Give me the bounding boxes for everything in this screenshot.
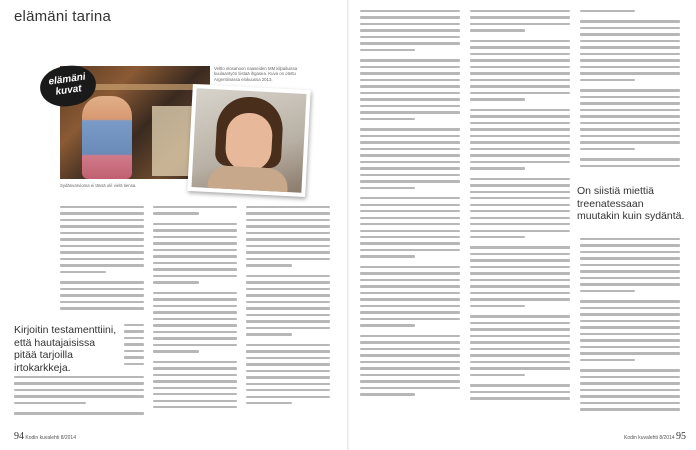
body-text-line: [580, 53, 680, 55]
body-text-line: [246, 281, 330, 283]
body-text-line: [470, 79, 570, 81]
body-text-line: [14, 382, 144, 384]
body-text-line: [360, 242, 460, 244]
body-text-line: [246, 357, 330, 359]
body-text-line: [153, 374, 237, 376]
body-text-line: [470, 272, 570, 274]
page-number-left: 94: [14, 431, 24, 442]
body-text-line: [360, 400, 460, 404]
body-text-line: [153, 350, 199, 352]
body-text-line: [360, 249, 460, 251]
body-text-line: [360, 354, 460, 356]
body-text-line: [246, 258, 330, 260]
body-text-line: [153, 298, 237, 300]
body-text-line: [360, 118, 415, 120]
body-text-line: [246, 402, 292, 404]
body-text-line: [153, 380, 237, 382]
pull-quote-left: Kirjoitin testamenttiini, että hautajaisissa pitää tarjoilla irtokarkkeja.: [14, 324, 117, 374]
body-text-line: [360, 367, 460, 369]
photo-shirt: [207, 165, 288, 193]
body-text-line: [124, 356, 144, 358]
body-text-line: [360, 59, 460, 61]
photo-child-figure: [82, 96, 132, 179]
body-text-line: [360, 10, 460, 12]
photo-adult-inner: [191, 88, 306, 193]
body-text-line: [153, 387, 237, 389]
body-text-line: [470, 223, 570, 225]
body-text-line: [470, 315, 570, 317]
body-text-line: [360, 128, 460, 130]
body-text-line: [470, 322, 570, 324]
body-text-line: [470, 335, 570, 337]
body-text-line: [360, 180, 460, 182]
body-text-line: [580, 72, 680, 74]
body-column-2: [153, 206, 237, 426]
body-text-line: [360, 298, 460, 300]
body-text-line: [153, 262, 237, 264]
body-text-line: [580, 326, 680, 328]
body-text-line: [153, 331, 237, 333]
body-text-line: [60, 281, 144, 283]
body-text-line: [580, 158, 680, 160]
body-text-line: [153, 275, 237, 277]
photo-adult-portrait: [187, 84, 310, 197]
body-text-line: [360, 85, 460, 87]
body-text-line: [124, 337, 144, 339]
body-text-line: [153, 249, 237, 251]
body-text-line: [360, 305, 460, 307]
body-text-line: [470, 253, 570, 255]
page-number-right: 95: [676, 431, 686, 442]
body-text-line: [246, 307, 330, 309]
body-text-line: [470, 384, 570, 386]
body-text-line: [580, 359, 635, 361]
body-text-line: [360, 49, 415, 51]
body-text-line: [360, 42, 460, 44]
body-text-line: [153, 223, 237, 225]
body-text-line: [360, 387, 460, 389]
body-text-line: [360, 23, 460, 25]
body-text-line: [360, 318, 460, 320]
body-text-line: [360, 29, 460, 31]
body-text-line: [360, 167, 460, 169]
body-text-line: [580, 376, 680, 378]
body-text-line: [360, 141, 460, 143]
body-text-line: [60, 212, 144, 214]
body-text-line: [153, 318, 237, 320]
body-text-line: [360, 374, 460, 376]
body-text-line: [470, 217, 570, 219]
body-text-line: [580, 395, 680, 397]
body-column-6b: [580, 238, 680, 425]
body-text-line: [246, 344, 330, 346]
body-text-line: [60, 245, 144, 247]
body-text-line: [246, 232, 330, 234]
body-text-line: [470, 167, 525, 169]
body-text-line: [470, 53, 570, 55]
body-text-line: [124, 363, 144, 365]
body-text-line: [470, 178, 570, 180]
body-text-line: [580, 333, 680, 335]
body-column-1: [60, 206, 144, 318]
body-text-line: [360, 105, 460, 107]
body-text-line: [14, 402, 86, 404]
caption-child-photo: Sydänvarvioma ei tässä olé vielä tiensa.: [60, 183, 137, 188]
body-text-line: [580, 109, 680, 111]
body-text-line: [153, 255, 237, 257]
body-text-line: [153, 292, 237, 294]
body-text-line: [153, 212, 199, 214]
body-text-line: [60, 307, 144, 309]
body-text-line: [580, 27, 680, 29]
body-text-line: [470, 246, 570, 248]
body-text-line: [580, 313, 680, 315]
body-text-line: [360, 279, 460, 281]
body-text-line: [580, 257, 680, 259]
body-text-line: [470, 298, 570, 300]
body-text-line: [360, 230, 460, 232]
body-text-line: [153, 406, 237, 408]
body-text-line: [360, 393, 415, 395]
body-text-line: [580, 165, 680, 167]
body-text-line: [153, 400, 237, 402]
body-text-line: [360, 236, 460, 238]
body-text-line: [470, 341, 570, 343]
body-text-line: [246, 350, 330, 352]
body-text-line: [470, 10, 570, 12]
body-text-line: [580, 135, 680, 137]
body-text-line: [60, 294, 144, 296]
body-text-line: [470, 135, 570, 137]
body-text-line: [246, 327, 330, 329]
pull-quote-right: On siistiä miettiä treenatessaan muutakin kuin sydäntä.: [577, 185, 685, 223]
body-text-line: [470, 59, 570, 61]
body-text-line: [470, 23, 570, 25]
body-text-line: [60, 219, 144, 221]
body-text-line: [470, 305, 525, 307]
body-text-line: [360, 174, 460, 176]
body-text-line: [60, 232, 144, 234]
body-text-line: [360, 380, 460, 382]
body-text-line: [360, 285, 460, 287]
folio-text-left: Kodin kuvalehti 8/2014: [25, 435, 76, 441]
body-text-line: [246, 264, 292, 266]
body-text-line: [580, 346, 680, 348]
body-text-line: [470, 354, 570, 356]
body-text-line: [580, 10, 635, 12]
body-text-line: [470, 397, 570, 399]
body-text-line: [580, 352, 680, 354]
body-text-line: [360, 272, 460, 274]
body-text-line: [246, 396, 330, 398]
body-text-line: [246, 251, 330, 253]
body-text-line: [360, 292, 460, 294]
body-text-line: [60, 206, 144, 208]
body-text-line: [360, 72, 460, 74]
body-text-line: [153, 206, 237, 208]
body-text-line: [580, 382, 680, 384]
body-text-line: [246, 389, 330, 391]
body-text-line: [246, 301, 330, 303]
body-text-line: [246, 219, 330, 221]
body-text-line: [360, 111, 460, 113]
body-text-line: [360, 223, 460, 225]
body-text-line: [580, 408, 680, 410]
body-text-line: [470, 148, 570, 150]
photo-face: [224, 112, 273, 172]
body-text-line: [470, 197, 570, 199]
body-text-line: [246, 294, 330, 296]
body-text-line: [246, 320, 330, 322]
body-text-line: [470, 236, 525, 238]
body-text-line: [14, 376, 144, 378]
body-text-line: [360, 197, 460, 199]
body-text-line: [60, 264, 144, 266]
body-text-line: [580, 89, 680, 91]
body-text-line: [470, 285, 570, 287]
body-text-line: [153, 305, 237, 307]
body-text-line: [153, 367, 237, 369]
body-text-line: [153, 281, 199, 283]
body-text-line: [246, 363, 330, 365]
body-text-line: [470, 361, 570, 363]
body-text-line: [580, 20, 680, 22]
body-text-line: [246, 238, 330, 240]
body-text-line: [124, 350, 144, 352]
body-text-line: [580, 102, 680, 104]
body-text-line: [60, 225, 144, 227]
body-text-line: [60, 271, 106, 273]
body-text-line: [60, 238, 144, 240]
body-text-line: [246, 225, 330, 227]
body-text-line: [580, 339, 680, 341]
body-text-line: [470, 279, 570, 281]
body-text-line: [153, 361, 237, 363]
body-text-line: [470, 161, 570, 163]
body-text-line: [153, 311, 237, 313]
body-text-line: [580, 46, 680, 48]
body-text-line: [360, 217, 460, 219]
body-text-line: [246, 383, 330, 385]
body-text-line: [470, 46, 570, 48]
body-text-line: [580, 369, 680, 371]
body-text-line: [360, 311, 460, 313]
body-text-line: [124, 324, 144, 326]
body-text-line: [60, 301, 144, 303]
body-text-line: [360, 154, 460, 156]
body-text-line: [153, 344, 237, 346]
body-text-line: [470, 154, 570, 156]
body-text-line: [580, 40, 680, 42]
body-text-line: [360, 361, 460, 363]
body-text-line: [14, 389, 144, 391]
body-text-line: [360, 135, 460, 137]
body-text-line: [470, 348, 570, 350]
body-text-line: [360, 79, 460, 81]
body-text-line: [580, 59, 680, 61]
body-text-line: [360, 161, 460, 163]
body-text-line: [246, 333, 292, 335]
body-text-line: [246, 212, 330, 214]
body-text-line: [580, 283, 680, 285]
body-text-line: [470, 115, 570, 117]
body-text-line: [470, 184, 570, 186]
body-text-line: [470, 72, 570, 74]
body-text-line: [470, 292, 570, 294]
body-text-line: [60, 258, 144, 260]
body-text-line: [580, 148, 635, 150]
body-text-line: [470, 128, 570, 130]
body-text-line: [360, 187, 415, 189]
body-column-3: [246, 206, 330, 426]
body-text-line: [14, 412, 144, 414]
body-text-line: [580, 79, 635, 81]
body-text-line: [360, 324, 415, 326]
body-text-line: [470, 141, 570, 143]
body-text-line: [470, 259, 570, 261]
body-text-line: [470, 98, 525, 100]
body-text-line: [580, 66, 680, 68]
caption-adult-photo: Veltto elosanoon naaseiden MM kilpailuissa kuulaantyön tiistaä ihgasea. Kuva on otettu Argentiinassa elokuussa 2013.: [214, 66, 298, 82]
body-text-line: [124, 343, 144, 345]
body-text-line: [580, 33, 680, 35]
folio-left: [14, 431, 76, 442]
body-text-line: [580, 115, 680, 117]
body-text-line: [153, 324, 237, 326]
section-title: elämäni tarina: [14, 8, 112, 25]
body-text-line: [470, 374, 525, 376]
body-text-line: [470, 29, 525, 31]
body-text-line: [580, 277, 680, 279]
body-text-line: [580, 320, 680, 322]
body-text-line: [470, 210, 570, 212]
body-text-line: [246, 370, 330, 372]
body-text-line: [580, 270, 680, 272]
body-text-line: [470, 266, 570, 268]
body-text-line: [246, 409, 330, 413]
body-text-line: [470, 40, 570, 42]
body-text-line: [470, 204, 570, 206]
body-text-line: [360, 255, 415, 257]
body-text-line: [153, 393, 237, 395]
body-text-line: [580, 307, 680, 309]
body-text-line: [470, 109, 570, 111]
body-text-line: [580, 402, 680, 404]
body-text-line: [60, 288, 144, 290]
body-text-line: [360, 266, 460, 268]
body-text-line: [580, 96, 680, 98]
body-text-line: [580, 300, 680, 302]
body-text-line: [470, 66, 570, 68]
body-text-line: [360, 204, 460, 206]
body-text-line: [580, 251, 680, 253]
body-text-line: [246, 245, 330, 247]
body-text-line: [470, 122, 570, 124]
body-text-line: [470, 367, 570, 369]
body-text-line: [246, 206, 330, 208]
body-text-line: [153, 236, 237, 238]
body-text-line: [470, 230, 570, 232]
body-text-line: [124, 330, 144, 332]
body-text-line: [580, 389, 680, 391]
folio-text-right: Kodin kuvalehti 8/2014: [624, 435, 675, 441]
body-text-line: [580, 141, 680, 143]
body-text-line: [153, 229, 237, 231]
body-text-line: [153, 268, 237, 270]
body-text-line: [470, 391, 570, 393]
folio-right: [624, 431, 686, 442]
body-text-line: [153, 337, 237, 339]
body-text-line: [153, 242, 237, 244]
body-text-line: [360, 335, 460, 337]
body-text-line: [580, 128, 680, 130]
body-text-line: [580, 264, 680, 266]
body-column-5: [470, 10, 570, 425]
body-text-line: [580, 290, 635, 292]
body-text-line: [360, 36, 460, 38]
body-text-line: [14, 395, 144, 397]
body-column-4: [360, 10, 460, 425]
body-text-line: [246, 376, 330, 378]
body-text-line: [360, 98, 460, 100]
body-text-line: [360, 16, 460, 18]
body-text-line: [360, 341, 460, 343]
body-text-line: [360, 210, 460, 212]
body-column-6: [580, 10, 680, 180]
page-gutter: [347, 0, 349, 450]
body-text-line: [470, 92, 570, 94]
logo-badge: elämäni kuvat: [37, 62, 98, 109]
body-text-line: [246, 275, 330, 277]
body-text-line: [360, 92, 460, 94]
body-text-line: [470, 16, 570, 18]
body-text-line: [360, 348, 460, 350]
body-text-line: [580, 244, 680, 246]
body-text-line: [580, 122, 680, 124]
body-text-line: [246, 314, 330, 316]
body-text-line: [470, 85, 570, 87]
body-text-line: [580, 238, 680, 240]
body-column-1c: [14, 376, 144, 426]
body-text-line: [246, 288, 330, 290]
body-text-line: [470, 328, 570, 330]
body-text-line: [360, 148, 460, 150]
body-text-line: [60, 251, 144, 253]
body-text-line: [360, 66, 460, 68]
body-column-1b: [124, 324, 144, 374]
body-text-line: [470, 191, 570, 193]
